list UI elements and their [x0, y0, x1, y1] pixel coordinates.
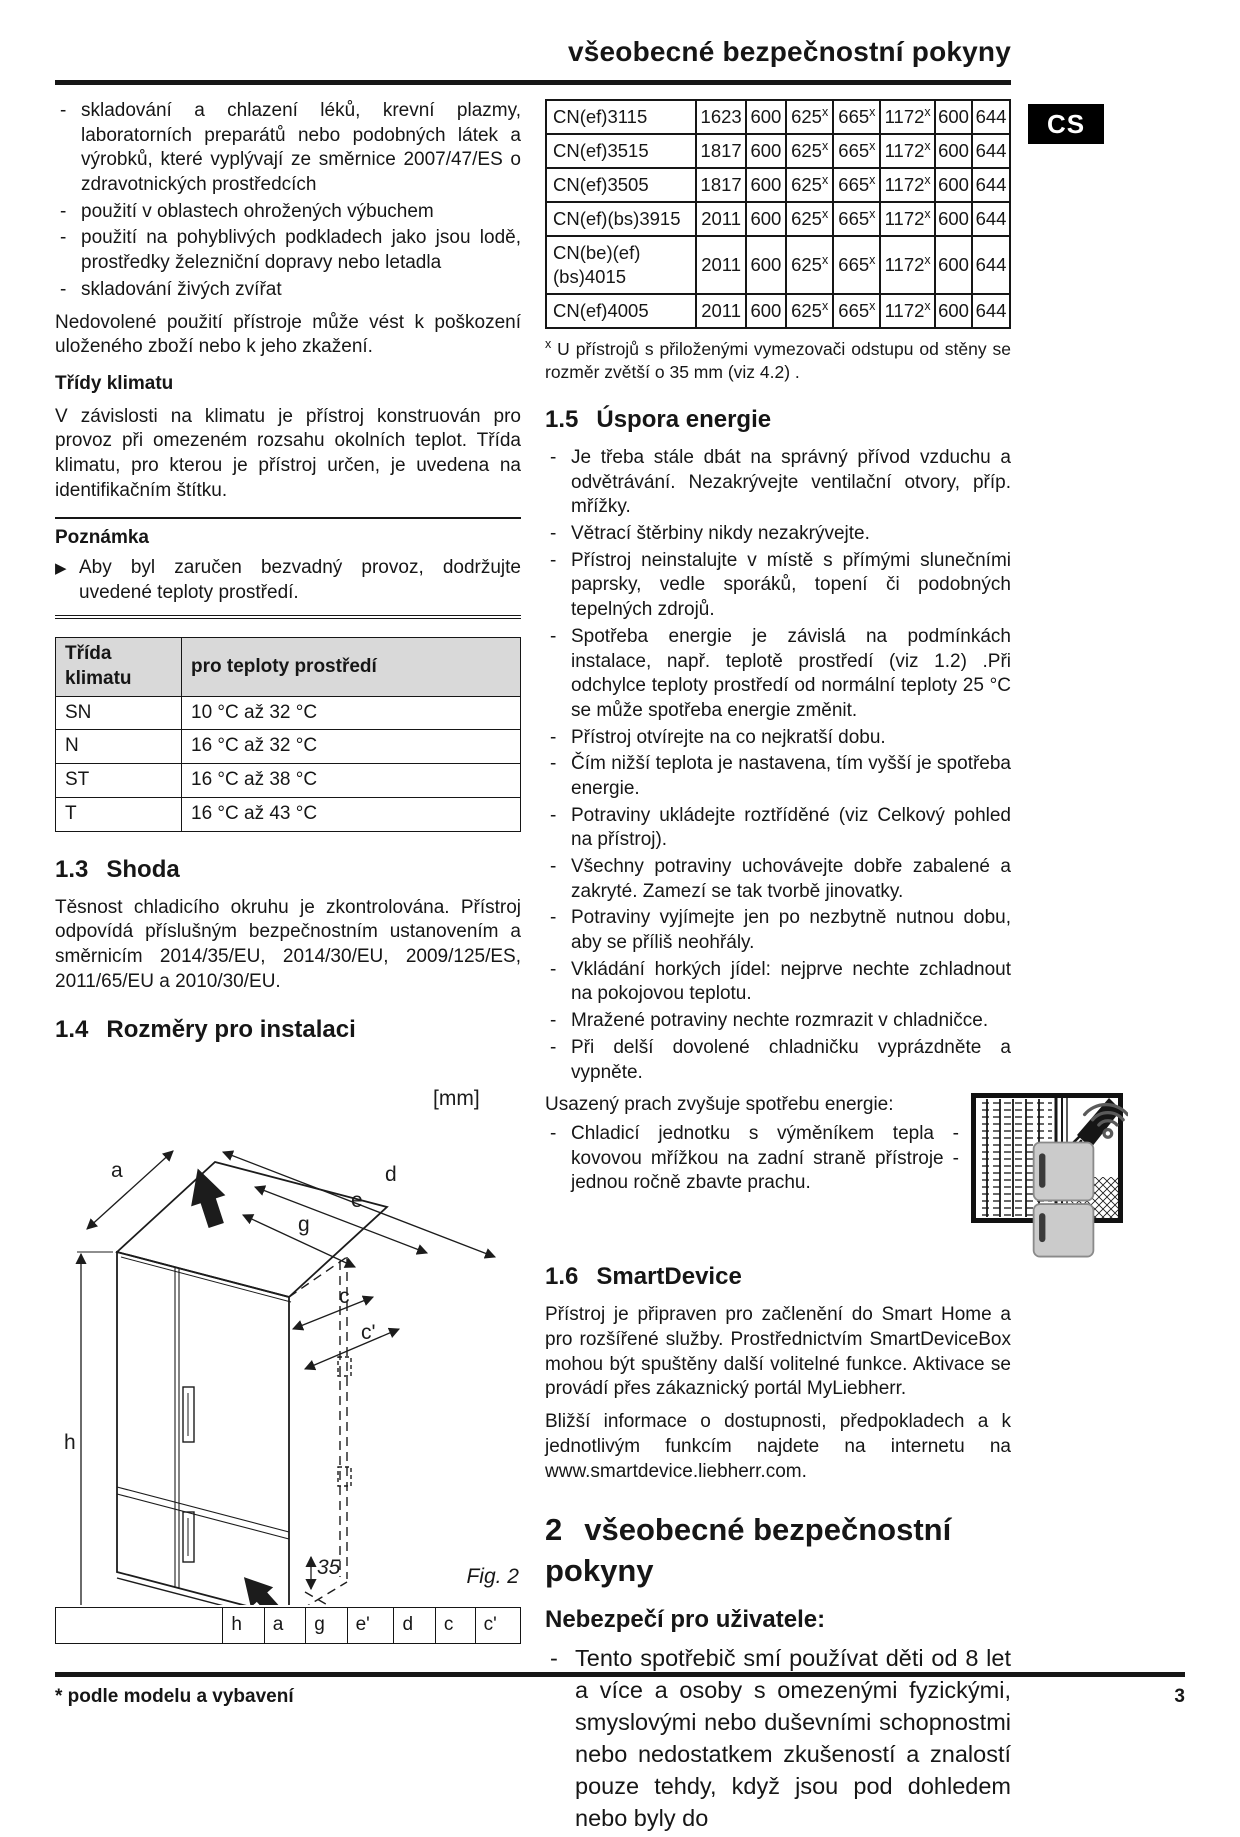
table-cell: SN	[56, 696, 182, 730]
section-number: 1.4	[55, 1016, 89, 1044]
table-row	[56, 730, 521, 764]
bullet-dash: -	[550, 907, 557, 929]
dimension-cell: 2011	[696, 294, 746, 328]
list-item-text: použití na pohyblivých podkladech jako jsou lodě, prostředky železniční dopravy nebo letadla	[81, 227, 521, 274]
bullet-dash: -	[60, 100, 67, 121]
section-2-heading	[545, 1510, 1011, 1592]
dimension-lines	[77, 1151, 495, 1605]
footnote-marker: x	[545, 337, 552, 352]
superscript-marker: x	[821, 299, 829, 314]
list-item-text: Tento spotřebič smí používat děti od 8 let a více a osoby s omezenými fyzickými, smyslovými nebo duševními schopnostmi nebo nedostatkem zkušeností a znalostí pouze tehdy, když jsou pod dohledem nebo byly do	[575, 1645, 1011, 1831]
list-item-text: Chladicí jednotku s výměníkem tepla - kovovou mřížkou na zadní straně přístroje - jednou ročně zbavte prachu.	[571, 1122, 959, 1194]
table-cell: N	[56, 730, 182, 764]
bullet-dash: -	[550, 726, 557, 748]
dimension-cell: 600	[935, 202, 972, 236]
bullet-dash: -	[550, 1036, 557, 1058]
fridge-dimension-drawing	[55, 1057, 521, 1605]
figure-table-row	[56, 1607, 521, 1643]
page-content	[55, 30, 1011, 1837]
dimension-cell: 665$^x$	[833, 134, 880, 168]
fridge-icon	[1034, 1143, 1094, 1257]
dimension-cell: 2011	[696, 202, 746, 236]
model-name-cell: CN(ef)3515	[546, 134, 696, 168]
list-item	[545, 906, 1011, 955]
column-header: Třída klimatu	[56, 638, 182, 696]
dimension-cell: 600	[935, 134, 972, 168]
list-item-text: Přístroj otvírejte na co nejkratší dobu.	[571, 726, 886, 748]
misuse-note: Nedovolené použití přístroje může vést k poškození uloženého zboží nebo k jeho zkažení.	[55, 311, 521, 358]
dimension-cell: 665$^x$	[833, 236, 880, 294]
list-item	[545, 522, 1011, 547]
svg-text:c': c'	[361, 1320, 376, 1344]
dimension-cell: 600	[935, 294, 972, 328]
dimension-cell: 625$^x$	[786, 202, 834, 236]
superscript-marker: x	[924, 172, 931, 187]
list-item	[545, 855, 1011, 904]
list-item-text: Mražené potraviny nechte rozmrazit v chladničce.	[571, 1010, 989, 1032]
right-column	[545, 99, 1011, 1837]
table-cell: 16 °C až 43 °C	[182, 797, 521, 831]
list-item	[545, 804, 1011, 853]
bullet-dash: -	[550, 447, 557, 469]
dimension-cell: 600	[746, 202, 786, 236]
dimension-cell: 644	[972, 236, 1010, 294]
section-1-6-heading	[545, 1261, 1011, 1292]
model-dimensions-table	[545, 99, 1011, 329]
figure-caption: Fig. 2	[466, 1565, 519, 1589]
svg-text:e: e	[351, 1188, 363, 1212]
bullet-dash: -	[550, 625, 557, 647]
table-row	[546, 100, 1010, 134]
dimension-cell: 600	[935, 168, 972, 202]
page-number: 3	[1174, 1686, 1185, 1707]
list-item	[545, 625, 1011, 724]
svg-text:g: g	[298, 1212, 310, 1236]
list-item	[545, 446, 1011, 520]
bullet-dash: -	[550, 1645, 558, 1672]
smartdevice-fridge-icon	[1028, 1090, 1128, 1267]
superscript-marker: x	[869, 104, 876, 119]
table-row	[546, 134, 1010, 168]
svg-text:a: a	[111, 1158, 123, 1182]
bullet-dash: -	[550, 1010, 557, 1032]
table-cell: 16 °C až 38 °C	[182, 764, 521, 798]
note-text: Aby byl zaručen bezvadný provoz, dodržujte uvedené teploty prostředí.	[79, 557, 521, 603]
installation-dimensions-figure	[55, 1057, 521, 1605]
superscript-marker: x	[869, 172, 876, 187]
dimension-key-cell: d	[394, 1607, 435, 1643]
list-item-text: Potraviny vyjímejte jen po nezbytně nutnou dobu, aby se příliš neohřály.	[571, 907, 1011, 954]
dimension-cell: 644	[972, 168, 1010, 202]
section-title: Úspora energie	[596, 405, 772, 433]
section-number: 1.6	[545, 1263, 579, 1291]
model-name-cell: CN(ef)4005	[546, 294, 696, 328]
table-row	[546, 168, 1010, 202]
superscript-marker: x	[869, 206, 876, 221]
energy-saving-tips-list	[545, 446, 1011, 1085]
list-item	[545, 1009, 1011, 1034]
svg-text:c: c	[339, 1284, 350, 1308]
dimension-cell: 600	[746, 134, 786, 168]
wifi-icon	[1085, 1105, 1128, 1138]
dimension-cell: 600	[935, 236, 972, 294]
svg-text:h: h	[64, 1430, 76, 1454]
bullet-dash: -	[550, 958, 557, 980]
bullet-dash: -	[550, 804, 557, 826]
dimension-cell: 1172$^x$	[880, 294, 935, 328]
superscript-marker: x	[924, 206, 931, 221]
section-1-4-heading	[55, 1014, 521, 1045]
dimension-cell: 1817	[696, 134, 746, 168]
model-name-cell: CN(be)(ef)(bs)4015	[546, 236, 696, 294]
list-item-text: skladování živých zvířat	[81, 278, 282, 300]
superscript-marker: x	[821, 253, 829, 268]
dimension-key-table	[55, 1607, 521, 1644]
model-name-cell: CN(ef)3115	[546, 100, 696, 134]
forbidden-usage-list	[55, 99, 521, 303]
dimension-key-cell	[56, 1607, 223, 1643]
superscript-marker: x	[924, 299, 931, 314]
header-rule	[55, 80, 1011, 85]
list-item	[545, 752, 1011, 801]
dimension-cell: 644	[972, 202, 1010, 236]
note-arrow-icon: ▶	[55, 560, 67, 577]
dimension-cell: 625$^x$	[786, 134, 834, 168]
table-cell: T	[56, 797, 182, 831]
model-name-cell: CN(ef)3505	[546, 168, 696, 202]
dimension-key-cell: c'	[475, 1607, 520, 1643]
fridge-wifi-icon	[1028, 1090, 1128, 1262]
dust-tip-list	[545, 1122, 1011, 1196]
superscript-marker: x	[821, 206, 829, 221]
list-item	[55, 99, 521, 198]
table-cell: ST	[56, 764, 182, 798]
list-item	[55, 278, 521, 303]
climate-classes-table	[55, 637, 521, 831]
list-item	[545, 1036, 1011, 1085]
climate-intro: V závislosti na klimatu je přístroj konstruován pro provoz při omezeném rozsahu okolních teplot. Třída klimatu, pro kterou je přístroj určen, je uvedena na identifikačním štítku.	[55, 405, 521, 501]
dimension-cell: 2011	[696, 236, 746, 294]
dimension-cell: 644	[972, 294, 1010, 328]
list-item-text: Přístroj neinstalujte v místě s přímými slunečními paprsky, vedle sporáků, topení či podobných tepelných zdrojů.	[571, 549, 1011, 621]
dimension-cell: 600	[935, 100, 972, 134]
superscript-marker: x	[821, 104, 829, 119]
footer-note: * podle modelu a vybavení	[55, 1686, 294, 1707]
smartdevice-body: Přístroj je připraven pro začlenění do Smart Home a pro rozšířené služby. Prostřednictvím SmartDeviceBox mohou být spuštěny další volitelné funkce. Aktivace se provádí přes zákaznický portál MyLiebherr.	[545, 1304, 1011, 1400]
section-number: 1.3	[55, 855, 89, 883]
smartdevice-info: Bližší informace o dostupnosti, předpokladech a k jednotlivým funkcím najdete na internetu na www.smartdevice.liebherr.com.	[545, 1411, 1011, 1482]
table-row	[546, 294, 1010, 328]
models-table-body	[546, 100, 1010, 328]
dust-block	[545, 1093, 1011, 1231]
dimension-cell: 625$^x$	[786, 236, 834, 294]
table-cell: 16 °C až 32 °C	[182, 730, 521, 764]
list-item	[545, 726, 1011, 751]
dimension-cell: 1172$^x$	[880, 202, 935, 236]
svg-text:35: 35	[317, 1555, 341, 1579]
conformity-body: Těsnost chladicího okruhu je zkontrolována. Přístroj odpovídá příslušným bezpečnostním ustanovením a směrnicím 2014/35/EU, 2014/30/EU, 2009/125/ES, 2011/65/EU a 2010/30/EU.	[55, 896, 521, 992]
page-title: všeobecné bezpečnostní pokyny	[567, 36, 1011, 67]
note-box	[55, 517, 521, 619]
dimension-cell: 1172$^x$	[880, 168, 935, 202]
climate-classes-heading: Třídy klimatu	[55, 372, 174, 394]
list-item-text: Potraviny ukládejte roztříděné (viz Celkový pohled na přístroj).	[571, 804, 1011, 851]
note-title: Poznámka	[55, 527, 149, 549]
unit-label: [mm]	[433, 1086, 480, 1110]
table-row	[546, 236, 1010, 294]
list-item-text: Všechny potraviny uchovávejte dobře zabalené a zakryté. Zamezí se tak tvorbě jinovatky.	[571, 856, 1011, 902]
dimension-cell: 644	[972, 134, 1010, 168]
bullet-dash: -	[60, 227, 67, 249]
list-item-text: Při delší dovolené chladničku vyprázdněte a vypněte.	[571, 1036, 1011, 1083]
list-item-text: Spotřeba energie je závislá na podmínkách instalace, např. teplotě prostředí (viz 1.2) .Při odchylce teploty prostředí od normální teploty 25 °C se může spotřeba energie změnit.	[571, 625, 1011, 721]
list-item	[545, 1122, 959, 1196]
bullet-dash: -	[550, 753, 557, 775]
section-1-5-heading	[545, 404, 1011, 435]
section-title: Shoda	[106, 855, 180, 883]
superscript-marker: x	[821, 138, 829, 153]
bullet-dash: -	[60, 278, 67, 300]
dimension-cell: 1817	[696, 168, 746, 202]
footnote-text: U přístrojů s přiloženými vymezovači odstupu od stěny se rozměr zvětší o 35 mm (viz 4.2) .	[545, 339, 1011, 383]
dimension-cell: 625$^x$	[786, 294, 834, 328]
list-item	[545, 549, 1011, 623]
dimension-key-cell: a	[264, 1607, 305, 1643]
dimension-cell: 644	[972, 100, 1010, 134]
table-footnote	[545, 338, 1011, 384]
table-row	[56, 764, 521, 798]
superscript-marker: x	[869, 299, 876, 314]
list-item	[545, 958, 1011, 1007]
dimension-cell: 1172$^x$	[880, 100, 935, 134]
section-title: SmartDevice	[596, 1263, 742, 1291]
table-cell: 10 °C až 32 °C	[182, 696, 521, 730]
section-title: všeobecné bezpečnostní pokyny	[545, 1512, 952, 1589]
list-item-text: použití v oblastech ohrožených výbuchem	[81, 200, 434, 222]
list-item-text: Větrací štěrbiny nikdy nezakrývejte.	[571, 523, 870, 545]
list-item	[55, 226, 521, 275]
bullet-dash: -	[60, 200, 67, 222]
section-number: 2	[545, 1512, 563, 1548]
dimension-cell: 665$^x$	[833, 168, 880, 202]
table-row	[546, 202, 1010, 236]
list-item	[55, 200, 521, 225]
climate-table-body	[56, 696, 521, 831]
dimension-cell: 600	[746, 168, 786, 202]
dimension-cell: 600	[746, 294, 786, 328]
dimension-key-cell: e'	[347, 1607, 394, 1643]
section-1-3-heading	[55, 854, 521, 885]
bullet-dash: -	[550, 856, 557, 878]
superscript-marker: x	[924, 104, 931, 119]
list-item-text: Je třeba stále dbát na správný přívod vzduchu a odvětrávání. Nezakrývejte ventilační otvory, příp. mřížky.	[571, 447, 1011, 518]
superscript-marker: x	[869, 138, 876, 153]
page-footer	[55, 1672, 1185, 1708]
table-row	[56, 797, 521, 831]
bullet-dash: -	[550, 549, 557, 571]
superscript-marker: x	[924, 253, 931, 268]
dust-note: Usazený prach zvyšuje spotřebu energie:	[545, 1094, 894, 1116]
svg-text:d: d	[385, 1162, 397, 1186]
dimension-cell: 600	[746, 236, 786, 294]
dimension-cell: 1172$^x$	[880, 134, 935, 168]
dimension-cell: 665$^x$	[833, 294, 880, 328]
dimension-cell: 1623	[696, 100, 746, 134]
list-item-text: Vkládání horkých jídel: nejprve nechte zchladnout na pokojovou teplotu.	[571, 958, 1011, 1005]
column-header: pro teploty prostředí	[182, 638, 521, 696]
section-number: 1.5	[545, 405, 579, 433]
list-item-text: skladování a chlazení léků, krevní plazmy, laboratorních preparátů nebo podobných látek a výrobků, které vyplývají ze směrnice 2007/47/ES o zdravotnických prostředcích	[81, 100, 521, 196]
superscript-marker: x	[869, 253, 876, 268]
dimension-cell: 1172$^x$	[880, 236, 935, 294]
dimension-cell: 600	[746, 100, 786, 134]
dimension-key-cell: c	[435, 1607, 475, 1643]
superscript-marker: x	[924, 138, 931, 153]
user-danger-subheading: Nebezpečí pro uživatele:	[545, 1606, 826, 1634]
model-name-cell: CN(ef)(bs)3915	[546, 202, 696, 236]
dimension-cell: 665$^x$	[833, 100, 880, 134]
left-column	[55, 99, 521, 1837]
table-row	[56, 696, 521, 730]
dimension-key-cell: g	[306, 1607, 347, 1643]
language-badge: CS	[1028, 104, 1104, 144]
direction-arrows	[181, 1163, 286, 1605]
climate-table-head-row	[56, 638, 521, 696]
superscript-marker: x	[821, 172, 829, 187]
dimension-cell: 665$^x$	[833, 202, 880, 236]
bullet-dash: -	[550, 1122, 557, 1144]
list-item-text: Čím nižší teplota je nastavena, tím vyšší je spotřeba energie.	[571, 753, 1011, 799]
dimension-key-cell: h	[223, 1607, 264, 1643]
bullet-dash: -	[550, 523, 557, 545]
section-title: Rozměry pro instalaci	[106, 1016, 356, 1044]
dimension-cell: 625$^x$	[786, 100, 834, 134]
dimension-cell: 625$^x$	[786, 168, 834, 202]
